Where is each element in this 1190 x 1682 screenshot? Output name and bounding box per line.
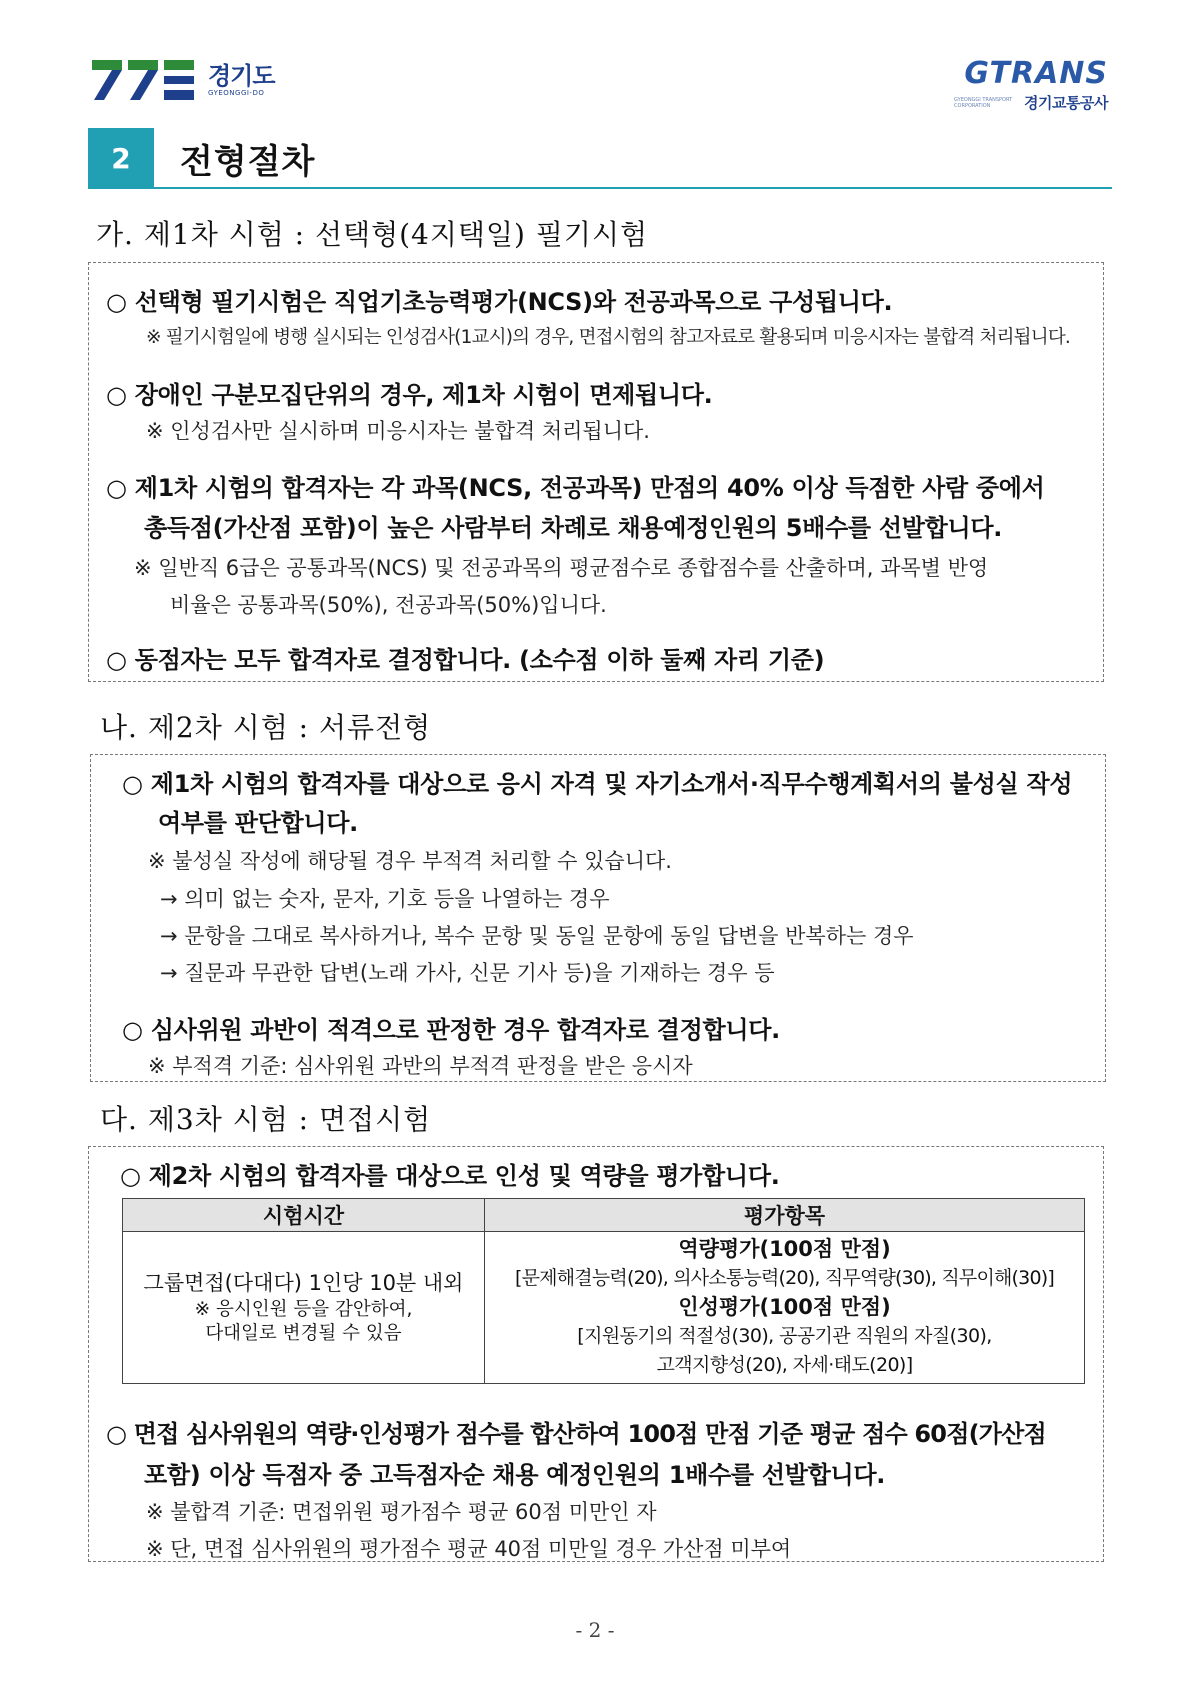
part2-arrow-3: → 질문과 무관한 답변(노래 가사, 신문 기사 등)을 기재하는 경우 등 [160, 961, 775, 985]
personality-title: 인성평가(100점 만점) [678, 1295, 891, 1319]
part3-intro: ○ 제2차 시험의 합격자를 대상으로 인성 및 역량을 평가합니다. [120, 1162, 780, 1190]
part1-item1-main: ○ 선택형 필기시험은 직업기초능력평가(NCS)와 전공과목으로 구성됩니다. [106, 288, 893, 316]
part2-item2-note: ※ 부적격 기준: 심사위원 과반의 부적격 판정을 받은 응시자 [148, 1054, 693, 1078]
part3-final-main: ○ 면접 심사위원의 역량·인성평가 점수를 합산하여 100점 만점 기준 평균 점수 60점(가산점 [106, 1420, 1046, 1448]
gyeonggi-name: 경기도 [208, 61, 275, 90]
gtrans-mark: GTRANS [964, 56, 1108, 91]
page-number: - 2 - [575, 1618, 615, 1642]
personality-detail-2: 고객지향성(20), 자세·태도(20)] [656, 1354, 913, 1376]
section-number: 2 [88, 128, 154, 189]
gyeonggi-emblem-icon [90, 58, 200, 102]
part1-heading: 가. 제1차 시험 : 선택형(4지택일) 필기시험 [96, 218, 649, 251]
gyeonggi-sub: GYEONGGI-DO [208, 88, 265, 97]
competency-title: 역량평가(100점 만점) [678, 1237, 891, 1261]
personality-detail-1: [지원동기의 적절성(30), 공공기관 직원의 자질(30), [577, 1325, 992, 1347]
table-cell-time [123, 1232, 485, 1384]
part1-item4-main: ○ 동점자는 모두 합격자로 결정합니다. (소수점 이하 둘째 자리 기준) [106, 646, 825, 674]
table-header-items: 평가항목 [485, 1199, 1085, 1232]
part3-final-note-2: ※ 단, 면접 심사위원의 평가점수 평균 40점 미만일 경우 가산점 미부여 [146, 1537, 792, 1561]
table-cell-items [485, 1232, 1085, 1384]
part1-item2-main: ○ 장애인 구분모집단위의 경우, 제1차 시험이 면제됩니다. [106, 381, 713, 409]
part2-item1-main2: 여부를 판단합니다. [158, 809, 358, 837]
table-header-time: 시험시간 [123, 1199, 485, 1232]
gtrans-eng: GYEONGGI TRANSPORT CORPORATION [954, 96, 1013, 109]
part3-final-note-1: ※ 불합격 기준: 면접위원 평가점수 평균 60점 미만인 자 [146, 1500, 657, 1524]
gtrans-kor: 경기교통공사 [1024, 94, 1108, 112]
time-note-2: 다대일로 변경될 수 있음 [205, 1322, 402, 1344]
part1-item3-main: ○ 제1차 시험의 합격자는 각 과목(NCS, 전공과목) 만점의 40% 이상 득점한 사람 중에서 [106, 474, 1045, 502]
part2-item1-note: ※ 불성실 작성에 해당될 경우 부적격 처리할 수 있습니다. [148, 849, 672, 873]
competency-detail: [문제해결능력(20), 의사소통능력(20), 직무역량(30), 직무이해(30)] [515, 1267, 1054, 1289]
part2-item2-main: ○ 심사위원 과반이 적격으로 판정한 경우 합격자로 결정합니다. [122, 1016, 780, 1044]
part2-arrow-1: → 의미 없는 숫자, 문자, 기호 등을 나열하는 경우 [160, 887, 610, 911]
part1-item3-note: ※ 일반직 6급은 공통과목(NCS) 및 전공과목의 평균점수로 종합점수를 산출하며, 과목별 반영 [134, 556, 989, 580]
part3-heading: 다. 제3차 시험 : 면접시험 [100, 1103, 432, 1136]
interview-table [122, 1198, 1085, 1384]
part2-heading: 나. 제2차 시험 : 서류전형 [100, 711, 432, 744]
part1-item1-note: ※ 필기시험일에 병행 실시되는 인성검사(1교시)의 경우, 면접시험의 참고자료로 활용되며 미응시자는 불합격 처리됩니다. [146, 327, 1070, 348]
part3-final-main2: 포함) 이상 득점자 중 고득점자순 채용 예정인원의 1배수를 선발합니다. [144, 1461, 886, 1489]
part1-item2-note: ※ 인성검사만 실시하며 미응시자는 불합격 처리됩니다. [146, 419, 650, 443]
section-title: 전형절차 [180, 142, 316, 182]
part1-item3-note2: 비율은 공통과목(50%), 전공과목(50%)입니다. [170, 593, 607, 617]
part2-item1-main: ○ 제1차 시험의 합격자를 대상으로 응시 자격 및 자기소개서·직무수행계획서의 불성실 작성 [122, 770, 1073, 798]
time-note-1: ※ 응시인원 등을 감안하여, [194, 1298, 413, 1320]
time-main: 그룹면접(다대다) 1인당 10분 내외 [143, 1270, 464, 1295]
part2-arrow-2: → 문항을 그대로 복사하거나, 복수 문항 및 동일 문항에 동일 답변을 반복하는 경우 [160, 924, 914, 948]
gtrans-logo [938, 58, 1108, 113]
gyeonggi-logo [90, 58, 275, 102]
part1-item3-main2: 총득점(가산점 포함)이 높은 사람부터 차례로 채용예정인원의 5배수를 선발합니다. [144, 514, 1003, 542]
section-divider [154, 187, 1112, 189]
